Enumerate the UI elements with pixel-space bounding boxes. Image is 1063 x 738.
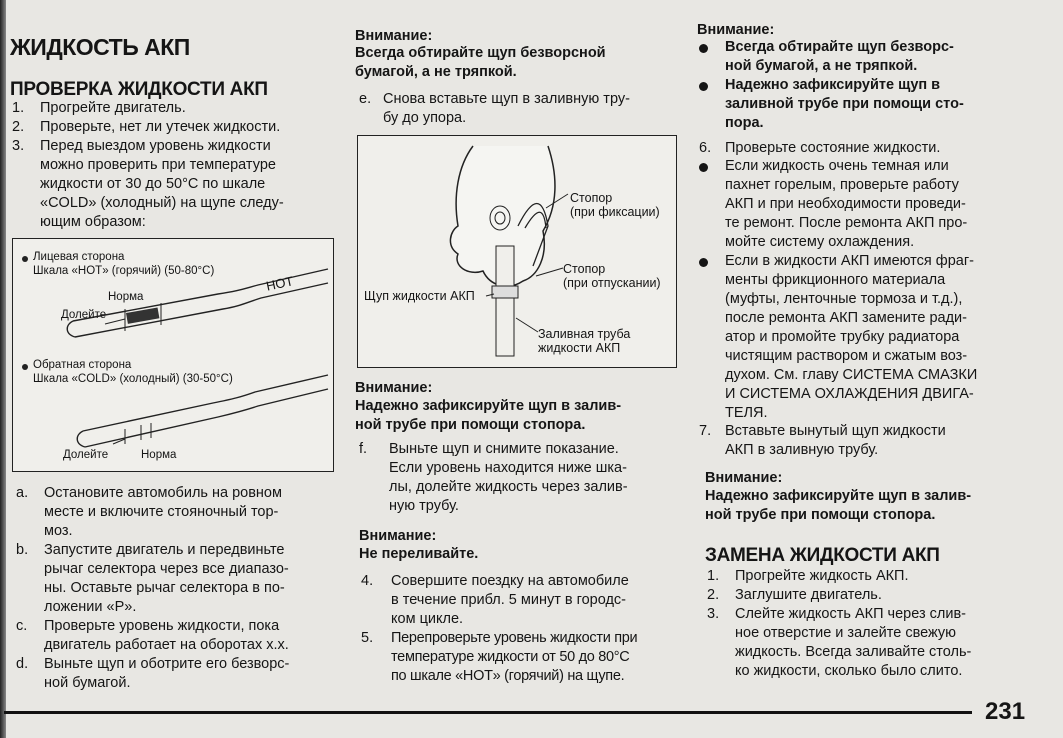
warning-text: заливной трубе при помощи сто- — [725, 96, 964, 112]
back-side-label: Обратная сторона — [33, 359, 132, 371]
doleyte-label-2: Долейте — [63, 449, 109, 461]
dipstick-label: Щуп жидкости АКП — [364, 289, 475, 303]
step-text: Снова вставьте щуп в заливную тру- — [383, 91, 630, 107]
stopper-fix-label: Стопор — [570, 191, 613, 205]
hot-mark: HOT — [264, 273, 295, 294]
bullet-text: Если в жидкости АКП имеются фраг- — [725, 253, 974, 269]
step-text: можно проверить при температуре — [40, 157, 276, 173]
step-text: Слейте жидкость АКП через слив- — [735, 606, 966, 622]
step-text: температуре жидкости от 50 до 80°C — [391, 649, 630, 665]
step-text: лы, долейте жидкость через залив- — [389, 479, 628, 495]
step-text: Вставьте вынутый щуп жидкости — [725, 423, 946, 439]
warning-text: пора. — [725, 115, 764, 131]
bullet-text: те ремонт. После ремонта АКП про- — [725, 215, 968, 231]
step-text: жидкости от 30 до 50°C по шкале — [40, 176, 266, 192]
step-text: моз. — [44, 523, 73, 539]
step-letter: e. — [359, 91, 372, 107]
bullet-text: (муфты, ленточные тормоза и т.д.), — [725, 291, 963, 307]
bullet-text: пахнет горелым, проверьте работу — [725, 177, 959, 193]
step-text: Запустите двигатель и передвиньте — [44, 542, 285, 558]
dipstick-figure — [12, 238, 334, 472]
bullet-text: менты фрикционного материала — [725, 272, 946, 288]
fill-tube-label: жидкости АКП — [538, 341, 621, 355]
step-number: 2. — [12, 119, 25, 135]
hot-scale-label: Шкала «HOT» (горячий) (50-80°C) — [33, 265, 215, 277]
warning-title: Внимание: — [705, 470, 783, 486]
warning-text: Надежно зафиксируйте щуп в — [725, 77, 941, 93]
check-heading: ПРОВЕРКА ЖИДКОСТИ АКП — [10, 79, 268, 100]
step-text: Заглушите двигатель. — [735, 587, 882, 603]
step-text: Если уровень находится ниже шка- — [389, 460, 627, 476]
step-text: Совершите поездку на автомобиле — [391, 573, 629, 589]
step-text: ко жидкости, сколько было слито. — [735, 663, 963, 679]
front-side-label: Лицевая сторона — [33, 251, 125, 263]
stopper-release-label: (при отпускании) — [563, 276, 661, 290]
step-text: жидкость. Всегда заливайте столь- — [735, 644, 972, 660]
step-letter: b. — [16, 542, 29, 558]
warning-title: Внимание: — [355, 28, 433, 44]
warning-text: ной трубе при помощи стопора. — [705, 507, 936, 523]
fill-tube-figure — [357, 135, 677, 368]
step-text: АКП в заливную трубу. — [725, 442, 879, 458]
bullet-text: чистящим раствором и сжатым воз- — [725, 348, 968, 364]
cold-scale-label: Шкала «COLD» (холодный) (30-50°C) — [33, 373, 233, 385]
warning-text: Всегда обтирайте щуп безворсной — [355, 45, 606, 61]
bullet-dot — [699, 44, 708, 53]
bullet-dot — [699, 163, 708, 172]
page-number: 231 — [985, 698, 1026, 725]
step-text: месте и включите стояночный тор- — [44, 504, 279, 520]
bullet-text: мойте систему охлаждения. — [725, 234, 915, 250]
bullet-text: АКП и при необходимости проведи- — [725, 196, 966, 212]
norma-label: Норма — [108, 291, 144, 303]
step-number: 3. — [12, 138, 25, 154]
warning-text: Всегда обтирайте щуп безворс- — [725, 39, 954, 55]
step-number: 1. — [707, 568, 720, 584]
step-text: ную трубу. — [389, 498, 459, 514]
step-text: Перед выездом уровень жидкости — [40, 138, 271, 154]
step-number: 7. — [699, 423, 712, 439]
step-text: ны. Оставьте рычаг селектора в по- — [44, 580, 285, 596]
step-text: Проверьте уровень жидкости, пока — [44, 618, 280, 634]
step-text: Проверьте состояние жидкости. — [725, 140, 941, 156]
warning-text: Не переливайте. — [359, 546, 479, 562]
bullet-text: атор и промойте трубку радиатора — [725, 329, 960, 345]
step-letter: a. — [16, 485, 29, 501]
doleyte-label: Долейте — [61, 309, 107, 321]
warning-text: ной бумагой, а не тряпкой. — [725, 58, 918, 74]
step-text: Выньте щуп и снимите показание. — [389, 441, 619, 457]
step-text: по шкале «HOT» (горячий) на щупе. — [391, 668, 625, 684]
scan-shadow-edge — [0, 0, 6, 738]
page-title: ЖИДКОСТЬ АКП — [10, 34, 190, 60]
bullet-dot — [699, 258, 708, 267]
step-letter: c. — [16, 618, 28, 634]
replace-heading: ЗАМЕНА ЖИДКОСТИ АКП — [705, 545, 940, 566]
step-text: ложении «P». — [44, 599, 137, 615]
step-letter: f. — [359, 441, 368, 457]
step-number: 3. — [707, 606, 720, 622]
warning-title: Внимание: — [697, 22, 775, 38]
step-text: Перепроверьте уровень жидкости при — [391, 630, 638, 646]
step-number: 4. — [361, 573, 374, 589]
step-letter: d. — [16, 656, 29, 672]
stopper-fix-label: (при фиксации) — [570, 205, 660, 219]
step-number: 6. — [699, 140, 712, 156]
bullet-text: духом. См. главу СИСТЕМА СМАЗКИ — [725, 367, 978, 383]
step-number: 5. — [361, 630, 374, 646]
step-text: двигатель работает на оборотах х.х. — [44, 637, 289, 653]
fill-tube-label: Заливная труба — [538, 327, 631, 341]
bottom-rule — [4, 711, 972, 714]
bullet-text: ТЕЛЯ. — [725, 405, 768, 421]
step-text: рычаг селектора через все диапазо- — [44, 561, 289, 577]
norma-label-2: Норма — [141, 449, 177, 461]
bullet-dot — [699, 82, 708, 91]
step-text: Прогрейте жидкость АКП. — [735, 568, 909, 584]
bullet-text: после ремонта АКП замените ради- — [725, 310, 967, 326]
step-text: ком цикле. — [391, 611, 464, 627]
stopper-release-label: Стопор — [563, 262, 606, 276]
warning-title: Внимание: — [359, 528, 437, 544]
bullet-text: Если жидкость очень темная или — [725, 158, 949, 174]
step-text: Остановите автомобиль на ровном — [44, 485, 282, 501]
bullet-text: И СИСТЕМА ОХЛАЖДЕНИЯ ДВИГА- — [725, 386, 974, 402]
warning-text: бумагой, а не тряпкой. — [355, 64, 517, 80]
step-text: ющим образом: — [40, 214, 146, 230]
step-text: «COLD» (холодный) на щупе следу- — [40, 195, 284, 211]
step-text: Прогрейте двигатель. — [40, 100, 186, 116]
step-number: 2. — [707, 587, 720, 603]
step-text: ной бумагой. — [44, 675, 131, 691]
warning-text: ной трубе при помощи стопора. — [355, 417, 586, 433]
warning-title: Внимание: — [355, 380, 433, 396]
step-text: Проверьте, нет ли утечек жидкости. — [40, 119, 281, 135]
warning-text: Надежно зафиксируйте щуп в залив- — [355, 398, 622, 414]
step-number: 1. — [12, 100, 25, 116]
step-text: ное отверстие и залейте свежую — [735, 625, 957, 641]
step-text: в течение прибл. 5 минут в городс- — [391, 592, 627, 608]
step-text: бу до упора. — [383, 110, 467, 126]
step-text: Выньте щуп и оботрите его безворс- — [44, 656, 290, 672]
warning-text: Надежно зафиксируйте щуп в залив- — [705, 488, 972, 504]
